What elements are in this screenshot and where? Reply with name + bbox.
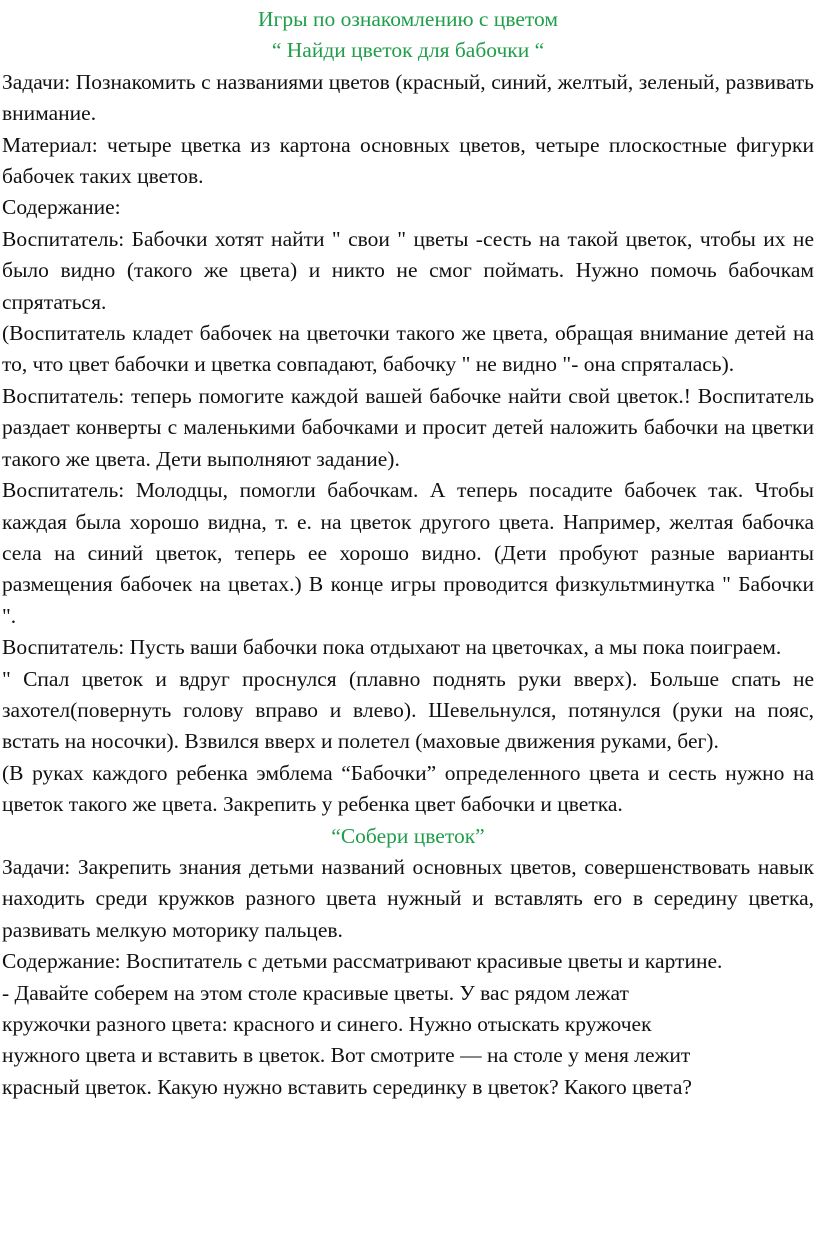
game1-tasks: Задачи: Познакомить с названиями цветов (красный, синий, желтый, зеленый, развивать внимание. xyxy=(2,69,814,126)
game1-paragraph: Воспитатель: Молодцы, помогли бабочкам. А теперь посадите бабочек так. Чтобы каждая была хорошо видна, т. е. на цветок другого цвета. Например, желтая бабочка села на синий цветок, теперь ее хорошо видно. (Дети пробуют разные варианты размещения бабочек на цветах.) В конце игры проводится физкультминутка " Бабочки ". xyxy=(2,478,814,628)
game1-paragraph: (В руках каждого ребенка эмблема “Бабочки” определенного цвета и сесть нужно на цветок такого же цвета. Закрепить у ребенка цвет бабочки и цветка. xyxy=(2,760,814,817)
game1-material: Материал: четыре цветка из картона основных цветов, четыре плоскостные фигурки бабочек таких цветов. xyxy=(2,132,814,189)
game2-dialog-line: красный цветок. Какую нужно вставить серединку в цветок? Какого цвета? xyxy=(2,1074,692,1099)
game2-tasks: Задачи: Закрепить знания детьми названий основных цветов, совершенствовать навык находить среди кружков разного цвета нужный и вставлять его в середину цветка, развивать мелкую моторику пальцев. xyxy=(2,854,814,942)
section-title: Игры по ознакомлению с цветом xyxy=(258,7,558,31)
game1-paragraph: Воспитатель: теперь помогите каждой вашей бабочке найти свой цветок.! Воспитатель раздает конверты с маленькими бабочками и просит детей наложить бабочки на цветки такого же цвета. Дети выполняют задание). xyxy=(2,383,814,471)
game2-dialog-line: - Давайте соберем на этом столе красивые цветы. У вас рядом лежат xyxy=(2,980,629,1005)
game1-content-label: Содержание: xyxy=(2,195,121,220)
game1-paragraph: Воспитатель: Пусть ваши бабочки пока отдыхают на цветочках, а мы пока поиграем. xyxy=(2,635,782,660)
game2-dialog-line: нужного цвета и вставить в цветок. Вот смотрите — на столе у меня лежит xyxy=(2,1043,691,1068)
game1-paragraph: Воспитатель: Бабочки хотят найти " свои " цветы -сесть на такой цветок, чтобы их не было видно (такого же цвета) и никто не смог поймать. Нужно помочь бабочкам спрятаться. xyxy=(2,226,814,314)
game2-dialog-line: кружочки разного цвета: красного и синего. Нужно отыскать кружочек xyxy=(2,1012,652,1036)
game1-paragraph: (Воспитатель кладет бабочек на цветочки такого же цвета, обращая внимание детей на то, что цвет бабочки и цветка совпадают, бабочку " не видно "- она спряталась). xyxy=(2,321,814,377)
game-title-find-flower: “ Найди цветок для бабочки “ xyxy=(271,38,545,63)
game2-content: Содержание: Воспитатель с детьми рассматривают красивые цветы и картине. xyxy=(2,949,723,974)
game-title-collect-flower: “Собери цветок” xyxy=(331,823,485,848)
game1-poem: " Спал цветок и вдруг проснулся (плавно поднять руки вверх). Больше спать не захотел(повернуть голову вправо и влево). Шевельнулся, потянулся (руки на пояс, встать на носочки). Взвился вверх и полетел (маховые движения руками, бег). xyxy=(2,666,814,754)
